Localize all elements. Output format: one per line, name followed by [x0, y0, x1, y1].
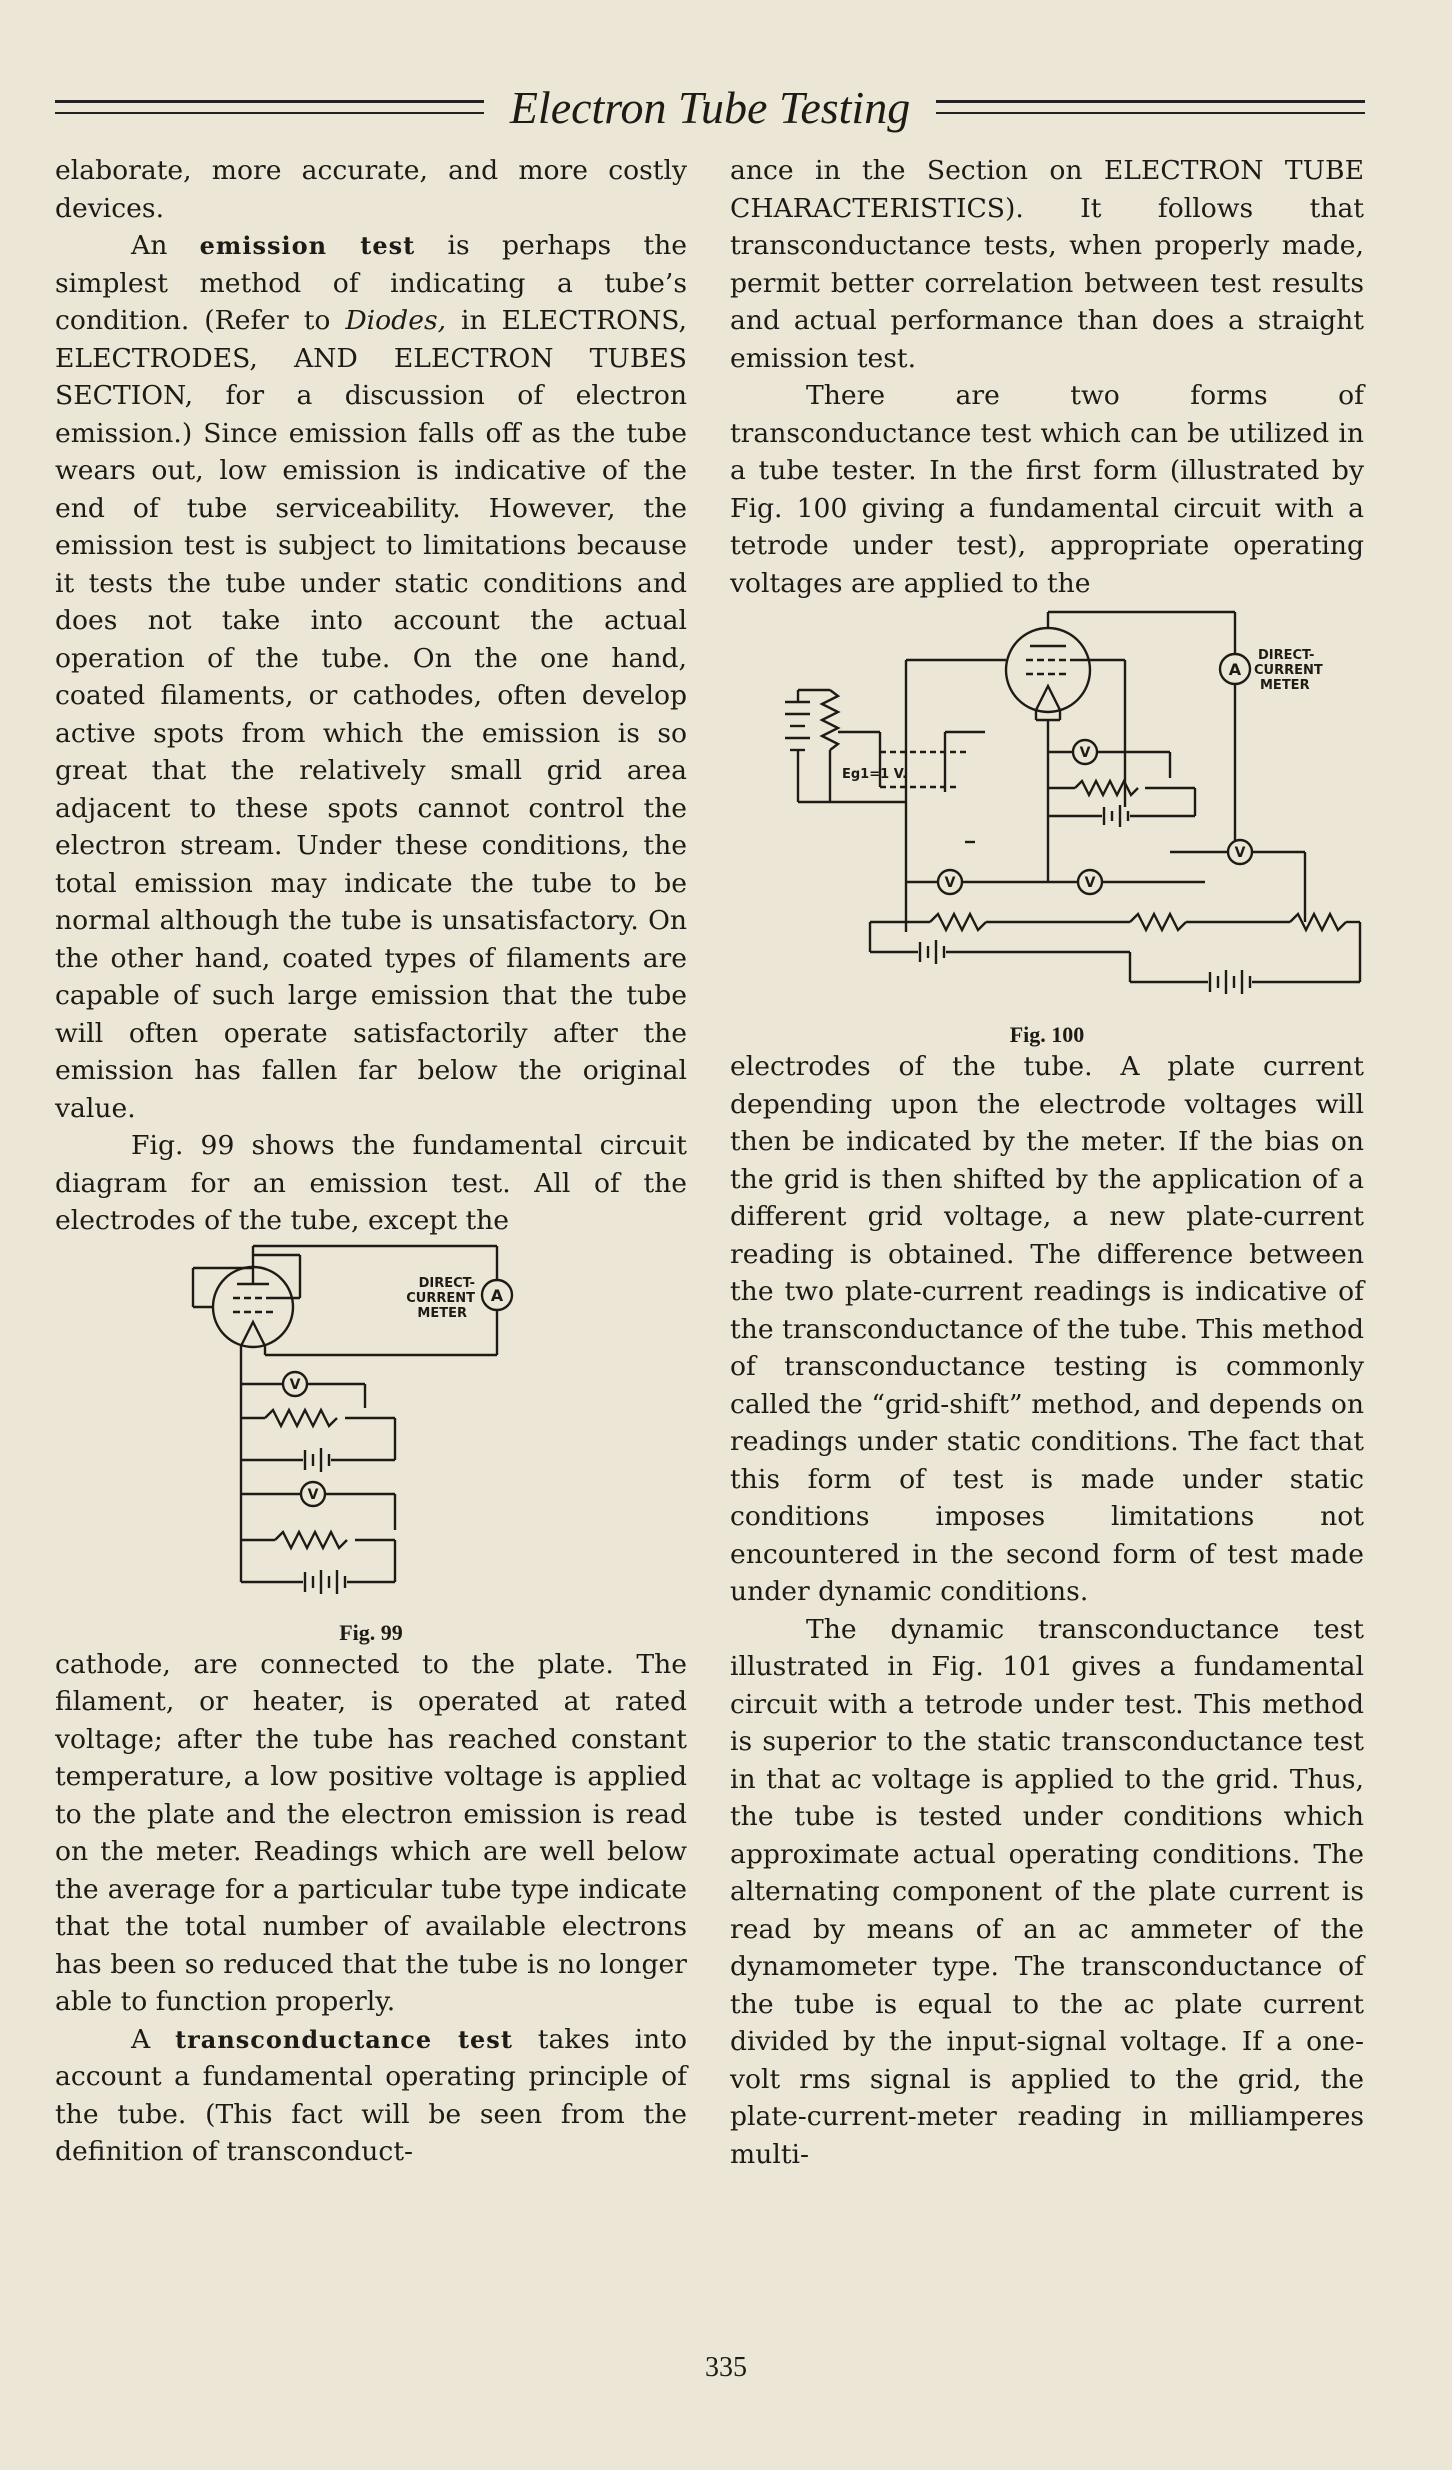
fig99-meter-label-2: CURRENT	[406, 1290, 475, 1306]
paragraph: ance in the Section on ELECTRON TUBE CHARACTERISTICS). It follows that transconductance tests, when properly made, permit better correlation between test results and actual performance than does a straight emission test.	[730, 155, 1364, 374]
term-emission-test: emission test	[199, 231, 416, 260]
fig100-grid-label: Eg1=1 V.	[842, 767, 908, 782]
fig100-meter-label-3: METER	[1260, 678, 1310, 693]
fig99-circuit-diagram	[55, 1240, 687, 1620]
left-column	[55, 152, 687, 2171]
paragraph: There are two forms of transconductance test which can be utilized in a tube tester. In the first form (illustrated by Fig. 100 giving a fundamental circuit with a tetrode under test), appropriate operating voltages are applied to the	[730, 380, 1364, 599]
figure-100	[730, 602, 1364, 1022]
figure-99	[55, 1240, 687, 1620]
paragraph: Fig. 99 shows the fundamental circuit diagram for an emission test. All of the electrodes of the tube, except the	[55, 1130, 687, 1236]
paragraph: The dynamic transconductance test illustrated in Fig. 101 gives a fundamental circuit with a tetrode under test. This method is superior to the static transconductance test in that ac voltage is applied to the grid. Thus, the tube is tested under conditions which approximate actual operating conditions. The alternating component of the plate current is read by means of an ac ammeter of the dynamometer type. The transconductance of the tube is equal to the ac plate current divided by the input-signal voltage. If a one-volt rms signal is applied to the grid, the plate-current-meter reading in milliamperes multi-	[730, 1613, 1364, 2170]
fig99-ammeter: A	[490, 1285, 504, 1305]
fig99-voltmeter-1: V	[289, 1376, 301, 1393]
fig100-meter-label-1: DIRECT-	[1258, 648, 1315, 663]
header-rule-left	[55, 100, 484, 114]
fig100-voltmeter-4: V	[1234, 845, 1246, 861]
fig100-caption: Fig. 100	[1009, 1022, 1085, 1047]
fig100-circuit-diagram	[730, 602, 1364, 1022]
fig100-voltmeter-3: V	[1084, 875, 1096, 891]
fig99-voltmeter-2: V	[307, 1486, 319, 1503]
paragraph: cathode, are connected to the plate. The filament, or heater, is operated at rated voltage; after the tube has reached constant temperature, a low positive voltage is applied to the plate and the electron emission is read on the meter. Readings which are well below the average for a particular tube type indicate that the total number of available electrons has been so reduced that the tube is no longer able to function properly.	[55, 1648, 687, 2017]
page-number: 335	[705, 2352, 747, 2383]
header-title: Electron Tube Testing	[509, 81, 911, 133]
fig99-meter-label-1: DIRECT-	[418, 1275, 475, 1291]
fig99-caption: Fig. 99	[339, 1619, 403, 1645]
fig100-meter-label-2: CURRENT	[1254, 663, 1323, 678]
right-column	[730, 152, 1364, 2173]
fig100-voltmeter-2: V	[944, 875, 956, 891]
paragraph: electrodes of the tube. A plate current depending upon the electrode voltages will then be indicated by the meter. If the bias on the grid is then shifted by the application of a different grid voltage, a new plate-current reading is obtained. The difference between the two plate-current readings is indicative of the transconductance of the tube. This method of transconductance testing is commonly called the “grid-shift” method, and depends on readings under static conditions. The fact that this form of test is made under static conditions imposes limitations not encountered in the second form of test made under dynamic conditions.	[730, 1051, 1364, 1607]
paragraph: elaborate, more accurate, and more costly devices.	[55, 155, 687, 224]
running-header	[55, 72, 1365, 142]
paragraph: A transconductance test takes into account a fundamental operating principle of the tube. (This fact will be seen from the definition of transconduct-	[55, 2023, 687, 2167]
paragraph: An emission test is perhaps the simplest method of indicating a tube’s condition. (Refer to Diodes, in ELECTRONS, ELECTRODES, AND ELECTRON TUBES SECTION, for a discussion of electron emission.) Since emission falls off as the tube wears out, low emission is indicative of the end of tube serviceability. However, the emission test is subject to limitations because it tests the tube under static conditions and does not take into account the actual operation of the tube. On the one hand, coated filaments, or cathodes, often develop active spots from which the emission is so great that the relatively small grid area adjacent to these spots cannot control the electron stream. Under these conditions, the total emission may indicate the tube to be normal although the tube is unsatisfactory. On the other hand, coated types of filaments are capable of such large emission that the tube will often operate satisfactorily after the emission has fallen far below the original value.	[55, 230, 687, 1124]
term-transconductance-test: transconductance test	[175, 2024, 513, 2054]
fig100-voltmeter-1: V	[1079, 745, 1091, 761]
header-rule-right	[936, 100, 1365, 114]
fig99-meter-label-3: METER	[417, 1305, 467, 1321]
fig100-ammeter: A	[1228, 660, 1242, 679]
